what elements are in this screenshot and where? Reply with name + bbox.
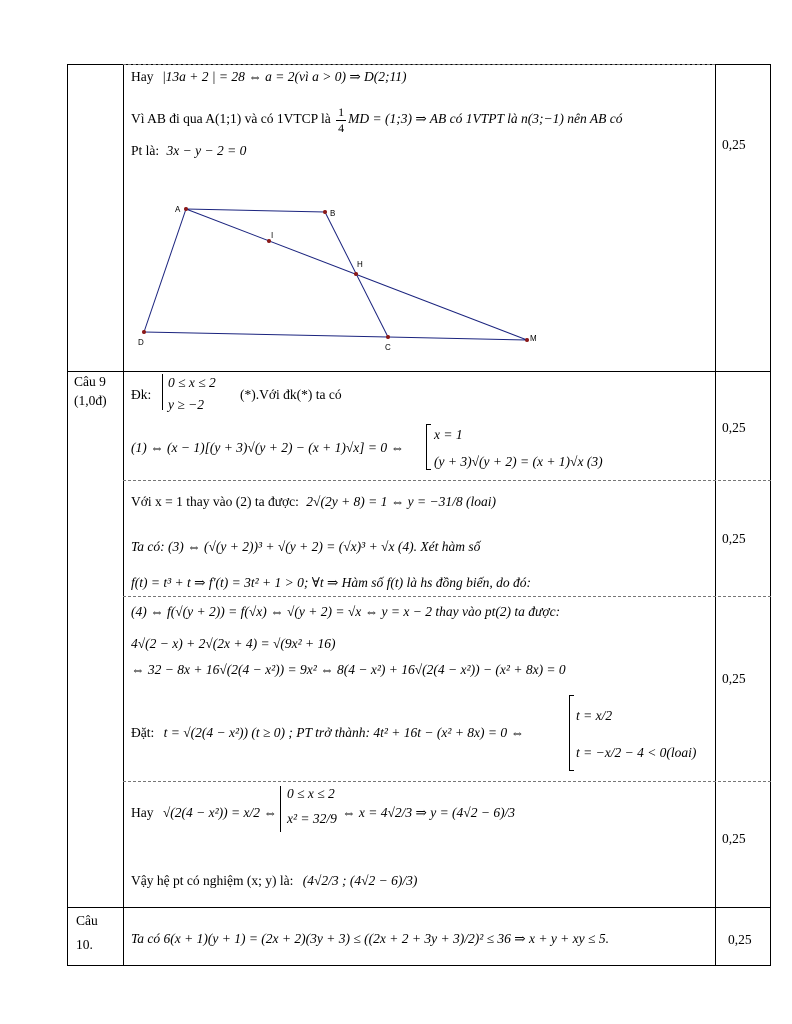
dk-cond1: 0 ≤ x ≤ 2	[168, 375, 216, 390]
cau9-score4: 0,25	[722, 831, 746, 846]
eq3-transform: Ta có: (3) ⇔ (√(y + 2))³ + √(y + 2) = (√x)³ + √x (4). Xét hàm số	[131, 539, 481, 554]
row1-line1-prefix: Hay	[131, 69, 154, 84]
eq4-line3: ⇔ 32 − 8x + 16√(2(4 − x²)) = 9x² ⇔ 8(4 − x²) + 16√(2(4 − x²)) − (x² + 8x) = 0	[131, 662, 566, 677]
point-h	[354, 272, 358, 276]
cau9-points: (1,0đ)	[74, 393, 107, 408]
point-c	[386, 335, 390, 339]
t-sol1: t = x/2	[576, 708, 613, 723]
point-a	[184, 207, 188, 211]
cau10-score: 0,25	[728, 932, 752, 947]
row1-line2-prefix: Vì AB đi qua A(1;1) và có 1VTCP là	[131, 111, 331, 127]
row1-score: 0,25	[722, 137, 746, 152]
label-m: M	[530, 334, 537, 343]
eq4-line1: (4) ⇔ f(√(y + 2)) = f(√x) ⇔ √(y + 2) = √x ⇔ y = x − 2 thay vào pt(2) ta được:	[131, 604, 561, 619]
row1-line1-math: 13a + 2 | = 28 ⇔ a = 2(vì a > 0) ⇒ D(2;11)	[165, 69, 407, 84]
eq1-sol2: (y + 3)√(y + 2) = (x + 1)√x (3)	[434, 454, 603, 469]
hay-cond1: 0 ≤ x ≤ 2	[287, 786, 335, 801]
label-b: B	[330, 209, 336, 218]
conclusion-label: Vậy hệ pt có nghiệm (x; y) là:	[131, 873, 294, 888]
segment-ad	[144, 209, 186, 332]
segment-cm	[388, 337, 527, 340]
cau10-sub: 10.	[76, 937, 93, 952]
cau9-score3: 0,25	[722, 671, 746, 686]
hay-math: √(2(4 − x²)) = x/2 ⇔	[162, 805, 277, 820]
point-d	[142, 330, 146, 334]
eq4-line2: 4√(2 − x) + 2√(2x + 4) = √(9x² + 16)	[131, 636, 336, 651]
hay-cond2: x² = 32/9	[287, 811, 337, 826]
trapezoid-figure	[130, 195, 550, 355]
dk-cond2: y ≥ −2	[168, 397, 205, 412]
conclusion-math: (4√2/3 ; (4√2 − 6)/3)	[302, 873, 418, 888]
segment-ab	[186, 209, 325, 212]
hay-label: Hay	[131, 805, 154, 820]
dk-label: Đk:	[131, 387, 152, 402]
sub-x1: Với x = 1 thay vào (2) ta được:	[131, 494, 299, 509]
row1-line3-math: 3x − y − 2 = 0	[166, 143, 247, 158]
segment-dc	[144, 332, 388, 337]
cau9-score1: 0,25	[722, 420, 746, 435]
dat-math: t = √(2(4 − x²)) (t ≥ 0) ; PT trở thành: 4t² + 16t − (x² + 8x) = 0 ⇔	[163, 725, 525, 740]
point-m	[525, 338, 529, 342]
cau9-score2: 0,25	[722, 531, 746, 546]
t-sol2: t = −x/2 − 4 < 0(loai)	[576, 745, 697, 760]
label-h: H	[357, 260, 363, 269]
label-i: I	[271, 231, 274, 240]
eq1-sol1: x = 1	[434, 427, 463, 442]
hay-result: ⇔ x = 4√2/3 ⇒ y = (4√2 − 6)/3	[342, 805, 516, 820]
cau10-ineq: Ta có 6(x + 1)(y + 1) = (2x + 2)(3y + 3) ≤ ((2x + 2 + 3y + 3)/2)² ≤ 36 ⇒ x + y + xy ≤ 5.	[131, 931, 609, 946]
label-c: C	[385, 343, 391, 352]
cau10-label: Câu	[76, 913, 98, 928]
function-ft: f(t) = t³ + t ⇒ f'(t) = 3t² + 1 > 0; ∀t ⇒ Hàm số f(t) là hs đồng biến, do đó:	[131, 575, 532, 590]
point-b	[323, 210, 327, 214]
label-a: A	[175, 205, 181, 214]
dat-label: Đặt:	[131, 725, 155, 740]
cau9-label: Câu 9	[74, 374, 106, 389]
eq1-main: (1) ⇔ (x − 1)[(y + 3)√(y + 2) − (x + 1)√x] = 0 ⇔	[131, 440, 405, 455]
row1-line3-prefix: Pt là:	[131, 143, 160, 158]
label-d: D	[138, 338, 144, 347]
dk-star: (*).Với đk(*) ta có	[240, 387, 342, 402]
row1-line2-math: MD = (1;3) ⇒ AB có 1VTPT là n(3;−1) nên AB có	[348, 111, 623, 127]
sub-x1-math: 2√(2y + 8) = 1 ⇔ y = −31/8 (loai)	[306, 494, 496, 509]
